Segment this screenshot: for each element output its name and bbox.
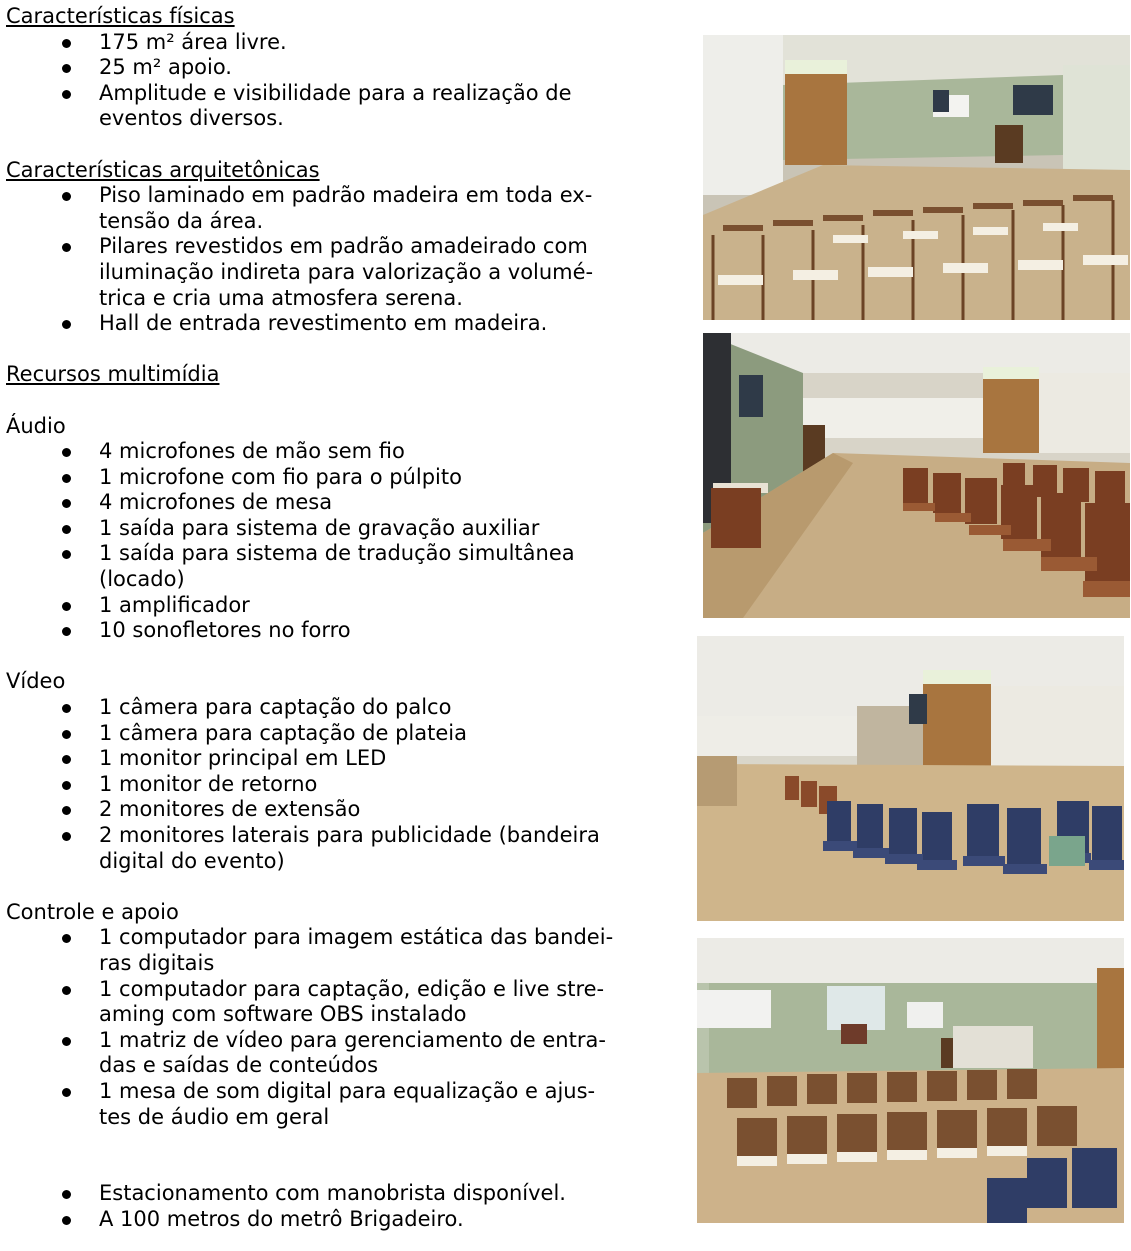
list-item-line (6, 797, 646, 823)
list-item-line (6, 618, 646, 644)
list-item-text: 4 microfones de mesa (99, 490, 333, 515)
list-item-line (6, 823, 646, 849)
list-item-text: 4 microfones de mão sem fio (99, 439, 405, 464)
bullet-icon (62, 39, 71, 48)
list-item-text: 1 amplificador (99, 592, 250, 617)
bullet-icon (62, 1190, 71, 1199)
list-item-text: aming com software OBS instalado (99, 1002, 467, 1027)
bullet-icon (62, 499, 71, 508)
heading-video: Vídeo (6, 669, 66, 694)
list-item-text: tensão da área. (99, 208, 264, 233)
list-item-text: 25 m² apoio. (99, 55, 232, 80)
photo-auditorium-front-screens (697, 938, 1124, 1223)
bullet-icon (62, 781, 71, 790)
list-item-line (6, 1002, 646, 1028)
list-extra (6, 1181, 646, 1232)
list-control (6, 925, 646, 1130)
list-item-text: 1 monitor de retorno (99, 771, 318, 796)
list-item-line (6, 209, 646, 235)
bullet-icon (62, 602, 71, 611)
heading-audio: Áudio (6, 413, 66, 438)
list-architectural (6, 183, 646, 337)
heading-architectural: Características arquitetônicas (6, 157, 320, 182)
heading-physical: Características físicas (6, 4, 235, 28)
list-item-text: 1 câmera para captação do palco (99, 695, 452, 720)
bullet-icon (62, 320, 71, 329)
list-item-text: Estacionamento com manobrista disponível. (99, 1181, 566, 1206)
list-item-text: iluminação indireta para valorização a volumé- (99, 259, 594, 284)
bullet-icon (62, 1088, 71, 1097)
list-item-line (6, 55, 646, 81)
list-item-text: tes de áudio em geral (99, 1104, 330, 1129)
bullet-icon (62, 934, 71, 943)
list-item-text: Piso laminado em padrão madeira em toda ex- (99, 183, 593, 208)
list-item-line (6, 849, 646, 875)
list-item-line (6, 490, 646, 516)
list-item-line (6, 593, 646, 619)
list-item-text: 2 monitores laterais para publicidade (bandeira (99, 823, 600, 847)
list-item-text: Pilares revestidos em padrão amadeirado com (99, 234, 588, 259)
list-physical (6, 30, 646, 132)
bullet-icon (62, 90, 71, 99)
list-item-text: 1 monitor principal em LED (99, 746, 387, 771)
feature-list (6, 4, 646, 1233)
bullet-icon (62, 627, 71, 636)
bullet-icon (62, 806, 71, 815)
list-item-text: Hall de entrada revestimento em madeira. (99, 311, 548, 336)
list-item-text: 1 saída para sistema de gravação auxiliar (99, 515, 540, 540)
bullet-icon (62, 474, 71, 483)
bullet-icon (62, 986, 71, 995)
list-item-line (6, 746, 646, 772)
list-item-text: 1 computador para captação, edição e live stre- (99, 976, 605, 1001)
list-item-line (6, 567, 646, 593)
list-item-line (6, 772, 646, 798)
list-item-text: 1 mesa de som digital para equalização e ajus- (99, 1078, 596, 1103)
list-item-text: 1 microfone com fio para o púlpito (99, 464, 462, 489)
list-item-text: digital do evento) (99, 848, 285, 873)
photo-auditorium-blue-chairs (697, 636, 1124, 921)
list-item-line (6, 1079, 646, 1105)
list-item-text: 1 saída para sistema de tradução simultânea (99, 541, 575, 566)
bullet-icon (62, 755, 71, 764)
bullet-icon (62, 730, 71, 739)
list-item-line (6, 81, 646, 107)
list-item-text: 175 m² área livre. (99, 29, 287, 54)
list-item-text: eventos diversos. (99, 106, 284, 131)
list-item-text: 1 computador para imagem estática das bandei- (99, 925, 614, 950)
list-item-text: trica e cria uma atmosfera serena. (99, 285, 463, 310)
bullet-icon (62, 525, 71, 534)
list-item-text: 2 monitores de extensão (99, 797, 361, 822)
list-item-text: Amplitude e visibilidade para a realização de (99, 80, 572, 105)
bullet-icon (62, 1037, 71, 1046)
list-item-line (6, 234, 646, 260)
list-video (6, 695, 646, 874)
list-item-text: A 100 metros do metrô Brigadeiro. (99, 1206, 464, 1231)
bullet-icon (62, 192, 71, 201)
list-item-line (6, 1207, 646, 1233)
list-item-line (6, 1105, 646, 1131)
list-item-text: (locado) (99, 567, 185, 592)
bullet-icon (62, 704, 71, 713)
list-item-line (6, 465, 646, 491)
list-item-line (6, 541, 646, 567)
list-item-line (6, 1181, 646, 1207)
list-item-line (6, 439, 646, 465)
list-item-text: 1 matriz de vídeo para gerenciamento de entra- (99, 1027, 606, 1052)
list-item-text: 10 sonofletores no forro (99, 618, 351, 643)
list-item-line (6, 183, 646, 209)
list-item-line (6, 951, 646, 977)
list-item-line (6, 695, 646, 721)
list-item-line (6, 286, 646, 312)
list-item-line (6, 1028, 646, 1054)
bullet-icon (62, 832, 71, 841)
list-item-text: das e saídas de conteúdos (99, 1053, 379, 1078)
bullet-icon (62, 448, 71, 457)
list-audio (6, 439, 646, 644)
list-item-line (6, 30, 646, 56)
list-item-line (6, 1053, 646, 1079)
list-item-line (6, 106, 646, 132)
list-item-text: ras digitais (99, 950, 215, 975)
heading-multimedia: Recursos multimídia (6, 362, 220, 387)
list-item-text: 1 câmera para captação de plateia (99, 720, 467, 745)
list-item-line (6, 977, 646, 1003)
list-item-line (6, 925, 646, 951)
photo-auditorium-wooden-chairs (703, 35, 1130, 320)
bullet-icon (62, 550, 71, 559)
heading-control: Controle e apoio (6, 899, 179, 924)
list-item-line (6, 516, 646, 542)
list-item-line (6, 260, 646, 286)
bullet-icon (62, 243, 71, 252)
list-item-line (6, 311, 646, 337)
photo-auditorium-leather-chairs (703, 333, 1130, 618)
bullet-icon (62, 64, 71, 73)
bullet-icon (62, 1216, 71, 1225)
list-item-line (6, 721, 646, 747)
